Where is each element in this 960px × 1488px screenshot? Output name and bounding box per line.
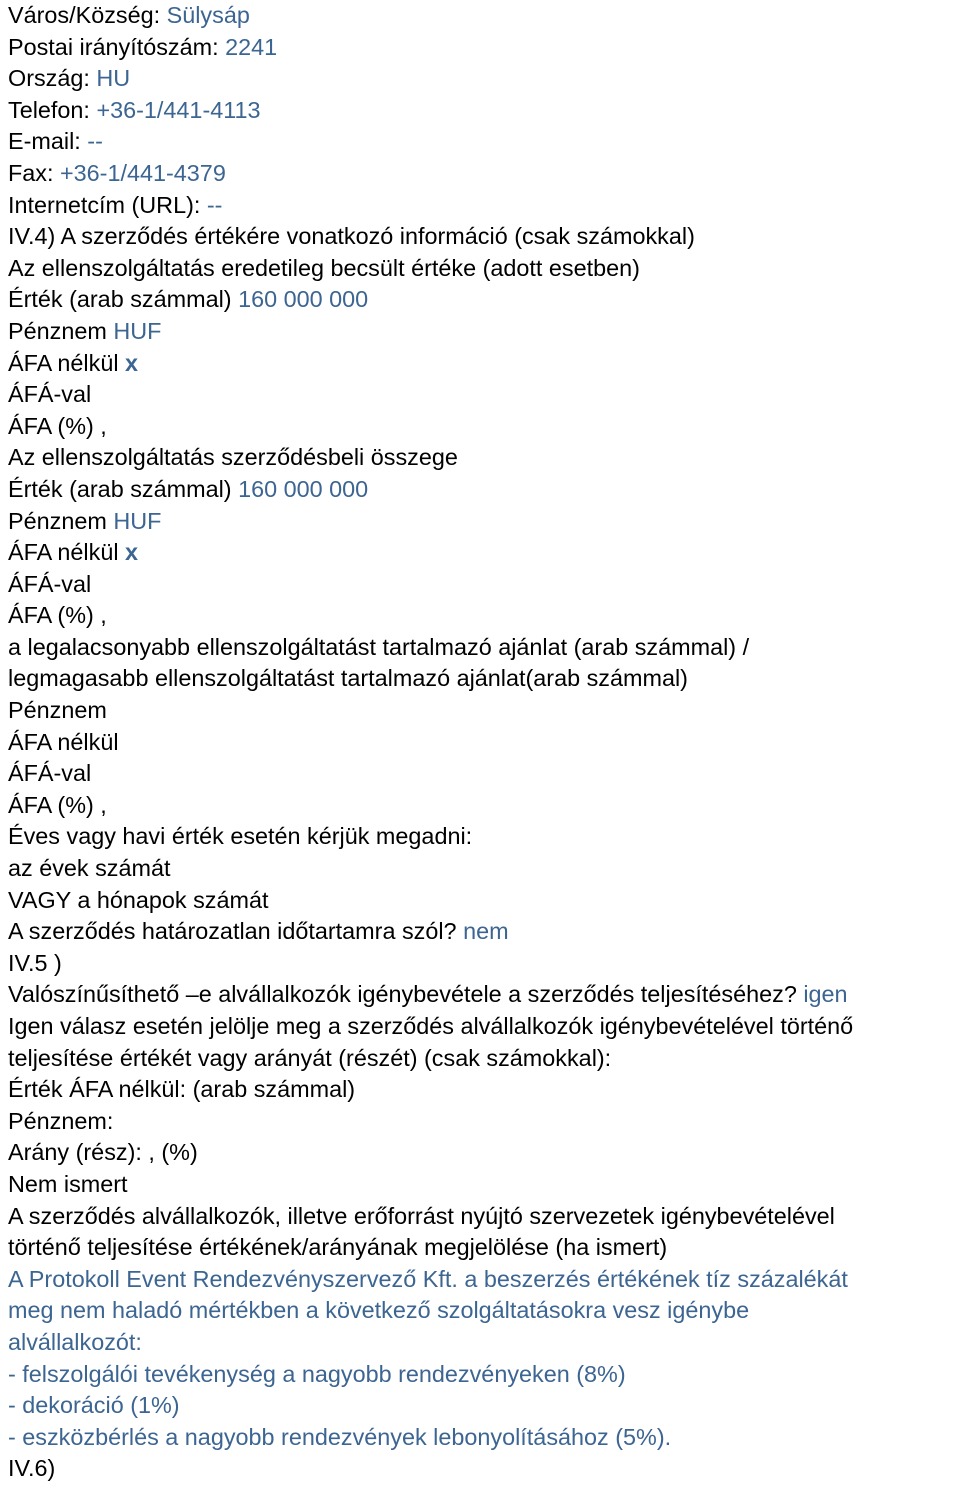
- field-label: VAGY a hónapok számát: [8, 886, 269, 913]
- field-label: 6): [34, 1455, 56, 1482]
- field-value: 160 000 000: [238, 475, 369, 502]
- field-label: Igen válasz esetén jelölje meg a szerződés alvállalkozók igénybevételével történő: [8, 1013, 854, 1039]
- text-line: [8, 821, 960, 853]
- field-label: Érték (arab számmal): [8, 475, 232, 502]
- field-value-mark: x: [125, 539, 139, 566]
- field-label: a legalacsonyabb ellenszolgáltatást tartalmazó ajánlat (arab számmal) /: [8, 633, 750, 660]
- field-label: teljesítése értékét vagy arányát (részét) (csak számokkal):: [8, 1044, 612, 1071]
- field-value: 2241: [225, 33, 278, 60]
- field-label: ÁFÁ-val: [8, 760, 92, 787]
- field-label: Város/Község:: [8, 2, 161, 28]
- text-line: [8, 948, 960, 980]
- field-value: - felszolgálói tevékenység a nagyobb rendezvényeken (8%): [8, 1360, 626, 1387]
- field-value: - dekoráció (1%): [8, 1392, 180, 1419]
- field-label: Pénznem: [8, 507, 107, 534]
- field-value: meg nem haladó mértékben a következő szolgáltatásokra vesz igénybe: [8, 1297, 750, 1324]
- text-line: [8, 379, 960, 411]
- field-label: Éves vagy havi érték esetén kérjük megadni:: [8, 823, 473, 850]
- field-label: az évek számát: [8, 855, 171, 882]
- text-line: [8, 1169, 960, 1201]
- text-line: [8, 632, 960, 664]
- text-line: [8, 695, 960, 727]
- text-line: [8, 853, 960, 885]
- field-label: ÁFA nélkül: [8, 539, 119, 566]
- field-label: Nem ismert: [8, 1170, 128, 1197]
- text-line: [8, 1232, 960, 1264]
- text-line: [8, 348, 960, 380]
- text-line: [8, 663, 960, 695]
- field-label: Érték (arab számmal): [8, 286, 232, 313]
- field-label: Telefon:: [8, 96, 90, 123]
- field-label: Ország:: [8, 65, 90, 92]
- text-line: [8, 316, 960, 348]
- field-label: Az ellenszolgáltatás eredetileg becsült értéke (adott esetben): [8, 254, 640, 281]
- field-value: Sülysáp: [166, 2, 250, 28]
- field-label: ÁFA (%) ,: [8, 412, 107, 439]
- text-line: [8, 253, 960, 285]
- field-label: ÁFA (%) ,: [8, 602, 107, 629]
- field-value: 160 000 000: [238, 286, 369, 313]
- text-line: [8, 442, 960, 474]
- section-number: IV.: [8, 223, 35, 250]
- text-line: [8, 1074, 960, 1106]
- text-line: [8, 190, 960, 222]
- field-label: A szerződés határozatlan időtartamra szól?: [8, 918, 457, 945]
- text-line: [8, 979, 960, 1011]
- field-label: ÁFÁ-val: [8, 381, 92, 408]
- field-label: ÁFA (%) ,: [8, 791, 107, 818]
- text-line: [8, 569, 960, 601]
- text-line: [8, 284, 960, 316]
- field-label: Érték ÁFA nélkül: (arab számmal): [8, 1076, 356, 1103]
- field-label: Internetcím (URL):: [8, 191, 201, 218]
- field-label: ÁFÁ-val: [8, 570, 92, 597]
- field-label: legmagasabb ellenszolgáltatást tartalmazó ajánlat(arab számmal): [8, 665, 688, 692]
- field-label: Arány (rész): , (%): [8, 1139, 198, 1166]
- field-label: Fax:: [8, 159, 54, 186]
- text-line: [8, 1359, 960, 1391]
- text-line: [8, 727, 960, 759]
- text-line: [8, 758, 960, 790]
- text-line: [8, 1327, 960, 1359]
- field-label: Pénznem: [8, 697, 107, 724]
- text-line: [8, 916, 960, 948]
- field-label: Valószínűsíthető –e alvállalkozók igénybevétele a szerződés teljesítéséhez?: [8, 981, 797, 1008]
- text-line: [8, 790, 960, 822]
- text-line: [8, 1201, 960, 1233]
- field-value: +36-1/441-4379: [60, 159, 226, 186]
- text-line: [8, 95, 960, 127]
- text-line: [8, 537, 960, 569]
- field-label: E-mail:: [8, 128, 81, 155]
- field-value: HUF: [113, 317, 162, 344]
- text-line: [8, 1390, 960, 1422]
- field-label: ÁFA nélkül: [8, 728, 119, 755]
- field-label: Az ellenszolgáltatás szerződésbeli összege: [8, 444, 458, 471]
- text-line: [8, 411, 960, 443]
- field-label: Pénznem: [8, 317, 107, 344]
- field-label: 5 ): [34, 949, 62, 976]
- field-label: ÁFA nélkül: [8, 349, 119, 376]
- text-line: [8, 1106, 960, 1138]
- text-line: [8, 885, 960, 917]
- text-line: [8, 1264, 960, 1296]
- text-line: [8, 63, 960, 95]
- field-value: - eszközbérlés a nagyobb rendezvények lebonyolításához (5%).: [8, 1423, 672, 1450]
- text-line: [8, 221, 960, 253]
- field-label: Postai irányítószám:: [8, 33, 219, 60]
- field-label: történő teljesítése értékének/arányának megjelölése (ha ismert): [8, 1234, 668, 1261]
- text-line: [8, 1137, 960, 1169]
- field-label: 4) A szerződés értékére vonatkozó információ (csak számokkal): [34, 223, 695, 250]
- text-line: [8, 126, 960, 158]
- text-line: [8, 158, 960, 190]
- field-value: igen: [803, 981, 848, 1008]
- field-value: alvállalkozót:: [8, 1328, 142, 1355]
- text-line: [8, 1011, 960, 1043]
- field-label: Pénznem:: [8, 1107, 114, 1134]
- text-line: [8, 1422, 960, 1454]
- text-line: [8, 1453, 960, 1485]
- text-line: [8, 32, 960, 64]
- section-number: IV.: [8, 1455, 35, 1482]
- text-line: [8, 474, 960, 506]
- text-line: [8, 506, 960, 538]
- field-value: HUF: [113, 507, 162, 534]
- section-number: IV.: [8, 949, 35, 976]
- text-line: [8, 0, 960, 32]
- text-line: [8, 1043, 960, 1075]
- field-value: A Protokoll Event Rendezvényszervező Kft. a beszerzés értékének tíz százalékát: [8, 1265, 848, 1292]
- text-line: [8, 600, 960, 632]
- field-value-mark: x: [125, 349, 139, 376]
- field-value: nem: [463, 918, 509, 945]
- field-value: HU: [96, 65, 131, 92]
- field-value: --: [87, 128, 103, 155]
- field-value: --: [206, 191, 223, 218]
- field-value: +36-1/441-4113: [96, 96, 261, 123]
- text-line: [8, 1295, 960, 1327]
- field-label: A szerződés alvállalkozók, illetve erőforrást nyújtó szervezetek igénybevételével: [8, 1202, 835, 1229]
